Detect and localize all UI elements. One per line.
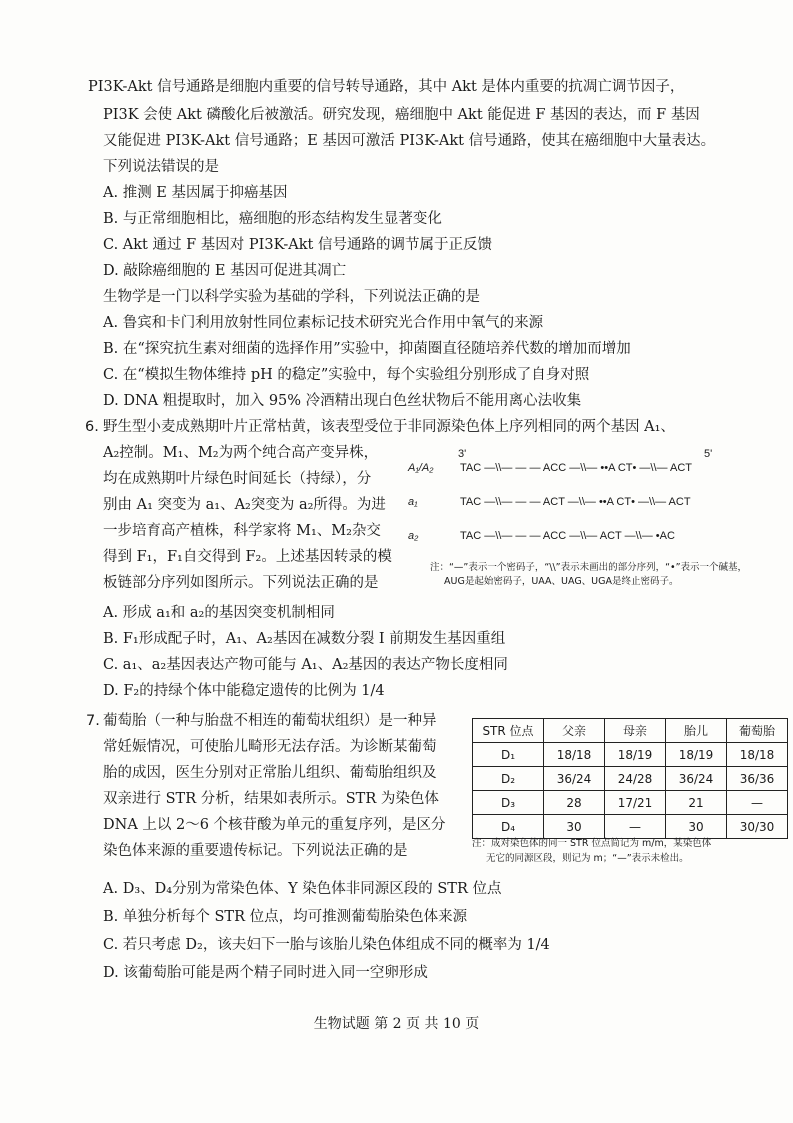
table-note-line-2: 无它的同源区段，则记为 m；“—”表示未检出。 [486,853,689,864]
table-cell: 30 [544,815,605,839]
q4-option-a: A. 推测 E 基因属于抑癌基因 [103,185,288,201]
str-table [472,718,788,839]
table-cell: 18/18 [727,743,788,767]
q6-number: 6. [85,419,99,435]
table-cell: 36/24 [544,767,605,791]
q7-stem-line-1: 葡萄胎（一种与胎盘不相连的葡萄状组织）是一种异 [103,713,437,729]
str-header-father: 父亲 [544,719,605,743]
table-cell: 30/30 [727,815,788,839]
q4-stem-line-4: 下列说法错误的是 [103,159,219,175]
page-footer: 生物试题 第 2 页 共 10 页 [313,1016,480,1032]
table-cell: 18/19 [605,743,666,767]
table-cell: — [727,791,788,815]
q7-stem-line-3: 胎的成因，医生分别对正常胎儿组织、葡萄胎组织及 [103,765,437,781]
q4-option-b: B. 与正常细胞相比，癌细胞的形态结构发生显著变化 [103,211,442,227]
q6-stem-line-4: 别由 A₁ 突变为 a₁、A₂突变为 a₂所得。为进 [103,497,386,513]
q6-option-d: D. F₂的持绿个体中能稳定遗传的比例为 1/4 [103,683,385,699]
q5-option-c: C. 在“模拟生物体维持 pH 的稳定”实验中，每个实验组分别形成了自身对照 [103,367,590,383]
table-cell: 28 [544,791,605,815]
strand-5prime-mark: 5' [704,448,713,460]
q7-option-b: B. 单独分析每个 STR 位点，均可推测葡萄胎染色体来源 [103,909,468,925]
q7-option-d: D. 该葡萄胎可能是两个精子同时进入同一空卵形成 [103,965,428,981]
q7-stem-line-2: 常妊娠情况，可使胎儿畸形无法存活。为诊断某葡萄 [103,739,437,755]
q6-stem-line-1: 野生型小麦成熟期叶片正常枯黄，该表型受位于非同源染色体上序列相同的两个基因 A₁、 [103,419,675,435]
q6-option-b: B. F₁形成配子时，A₁、A₂基因在减数分裂 I 前期发生基因重组 [103,631,506,647]
q6-option-c: C. a₁、a₂基因表达产物可能与 A₁、A₂基因的表达产物长度相同 [103,657,508,673]
sequence-label: A₁/A₂ [408,462,434,474]
figure-note-line-1: 注：“—”表示一个密码子，“\\”表示未画出的部分序列，“•”表示一个碱基， [430,562,748,573]
table-note-line-1: 注：成对染色体的同一 STR 位点简记为 m/m，某染色体 [472,838,712,849]
table-row [473,815,788,839]
q5-option-b: B. 在“探究抗生素对细菌的选择作用”实验中，抑菌圈直径随培养代数的增加而增加 [103,341,631,357]
sequence-text: TAC —\\— — — ACC —\\— ACT —\\— •AC [460,530,675,542]
q7-stem-line-4: 双亲进行 STR 分析，结果如表所示。STR 为染色体 [103,791,439,807]
q7-number: 7. [86,713,100,729]
sequence-label: a₂ [408,530,419,542]
q6-stem-line-7: 板链部分序列如图所示。下列说法正确的是 [103,575,379,591]
q7-stem-line-5: DNA 上以 2～6 个核苷酸为单元的重复序列，是区分 [103,817,446,833]
q4-stem-line-2: PI3K 会使 Akt 磷酸化后被激活。研究发现，癌细胞中 Akt 能促进 F 基因的表达，而 F 基因 [103,107,700,123]
q4-option-d: D. 敲除癌细胞的 E 基因可促进其凋亡 [103,263,347,279]
q6-option-a: A. 形成 a₁和 a₂的基因突变机制相同 [103,605,335,621]
table-cell: 18/18 [544,743,605,767]
q4-option-c: C. Akt 通过 F 基因对 PI3K-Akt 信号通路的调节属于正反馈 [103,237,492,253]
str-table-note [472,836,772,866]
q6-stem-line-3: 均在成熟期叶片绿色时间延长（持绿），分 [103,471,372,487]
table-row [473,791,788,815]
table-cell: 24/28 [605,767,666,791]
q6-stem-line-2: A₂控制。M₁、M₂为两个纯合高产变异株， [103,445,379,461]
sequence-figure-note [430,561,760,589]
strand-3prime-mark: 3' [458,448,467,460]
sequence-label: a₁ [408,496,418,508]
str-header-mother: 母亲 [605,719,666,743]
q7-option-c: C. 若只考虑 D₂，该夫妇下一胎与该胎儿染色体组成不同的概率为 1/4 [103,937,550,953]
q7-option-a: A. D₃、D₄分别为常染色体、Y 染色体非同源区段的 STR 位点 [103,881,502,897]
q4-stem-line-1: PI3K-Akt 信号通路是细胞内重要的信号转导通路，其中 Akt 是体内重要的抗凋亡调节因子， [88,79,685,95]
table-cell: D₁ [473,743,544,767]
table-row [473,743,788,767]
sequence-text: TAC —\\— — — ACC —\\— ••A CT• —\\— ACT [460,462,692,474]
table-cell: D₄ [473,815,544,839]
q5-option-d: D. DNA 粗提取时，加入 95% 冷酒精出现白色丝状物后不能用离心法收集 [103,393,582,409]
str-table-header-row [473,719,788,743]
table-cell: D₃ [473,791,544,815]
table-cell: 18/19 [666,743,727,767]
str-header-mole: 葡萄胎 [727,719,788,743]
q6-stem-line-5: 一步培育高产植株，科学家将 M₁、M₂杂交 [103,523,381,539]
table-cell: D₂ [473,767,544,791]
str-header-fetus: 胎儿 [666,719,727,743]
table-row [473,767,788,791]
q5-stem: 生物学是一门以科学实验为基础的学科，下列说法正确的是 [103,289,480,305]
table-cell: 30 [666,815,727,839]
q5-option-a: A. 鲁宾和卡门利用放射性同位素标记技术研究光合作用中氧气的来源 [103,315,544,331]
table-cell: 36/24 [666,767,727,791]
table-cell: — [605,815,666,839]
table-cell: 36/36 [727,767,788,791]
str-header-locus: STR 位点 [473,719,544,743]
table-cell: 21 [666,791,727,815]
q7-stem-line-6: 染色体来源的重要遗传标记。下列说法正确的是 [103,843,408,859]
sequence-text: TAC —\\— — — ACT —\\— ••A CT• —\\— ACT [460,496,691,508]
q6-stem-line-6: 得到 F₁，F₁自交得到 F₂。上述基因转录的模 [103,549,392,565]
table-cell: 17/21 [605,791,666,815]
figure-note-line-2: AUG是起始密码子，UAA、UAG、UGA是终止密码子。 [444,576,679,587]
q4-stem-line-3: 又能促进 PI3K-Akt 信号通路；E 基因可激活 PI3K-Akt 信号通路，使其在癌细胞中大量表达。 [103,133,716,149]
